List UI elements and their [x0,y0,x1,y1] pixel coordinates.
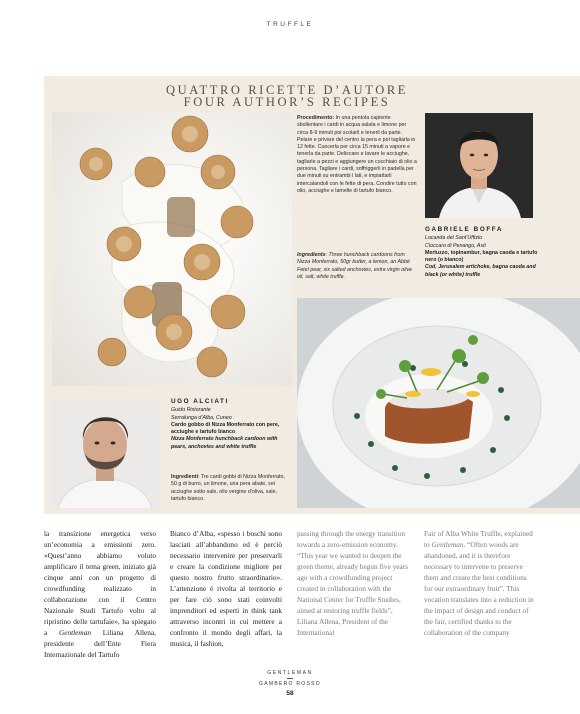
cod-dish-photo [297,298,580,508]
col1-text-end: Liliana Allena, presidente dell’Ente Fiera Internazionale del Tartufo [44,628,156,659]
chef-alciati-credits [171,398,289,451]
article-column-1-it [44,528,156,660]
article-column-2-it: Bianco d’Alba, «spesso i boschi sono lasciati all’abbandono ed è perciò necessario intervenire per preservarli e creare la condizione migliore per questo nostro frutto straordinario». L’attenzione è rivolta al territorio e per fare ciò sono stati coinvolti imprenditori ed esperti in think tank attraverso incontri in cui mettere a confronto il mondo degli affari, la musica, il fashion, [170,529,282,648]
magazine-name: GENTLEMAN [267,670,313,676]
chef-alciati-name: UGO ALCIATI [171,398,229,405]
recipes-title-it: QUATTRO RICETTE D’AUTORE [165,83,408,97]
chef-boffa-name: GABRIELE BOFFA [425,226,504,233]
chef-alciati-dish-it: Cardo gobbo di Nizza Monferrato con pere, acciughe e tartufo bianco [171,421,280,436]
cardoon-truffle-photo [52,112,292,386]
col4-italic: Gentleman [431,540,464,549]
chef-alciati-portrait [50,399,160,509]
col1-italic: Gentleman [58,628,91,637]
article-column-4-en [424,528,536,638]
chef-alciati-location: Serralunga d’Alba, Cuneo [171,414,232,421]
procedure-text: In una pentola capiente sbollentare i cardi in acqua salata e limone per circa 8-9 minuti poi scolarli e tenerli da parte. Pelare e privare del centro la pera e poi tagliarla in 12 fette. Cuocerla per circa 15 minuti a vapore e tenerla da parte. Deliscare e lavare le acciughe, tagliarle a pezzi e aggiungere un cucchiaio di olio a persona. Tagliare i cardi, soffriggerli in padella per due minuti su entrambi i lati, e impiattarli intercalandoli con le fette di pera. Condire tutto con olio, acciughe e lamelle di tartufo bianco. [297,115,417,194]
chef-boffa-location: Cioccaro di Penango, Asti [425,242,486,249]
publisher-name: GAMBERO ROSSO [259,681,321,687]
alciati-ingredients-it [171,474,289,503]
col4-text: Fair of Alba White Truffle, explained to [424,529,533,549]
chef-boffa-dish-en: Cod, Jerusalem artichoke, bagna caoda and black (or white) truffle [425,264,536,278]
ingredients-text-en: : Three hunchback cardoons from Nizza Monferrato, 50gr butter, a lemon, an Abbé Fetel pear, six salted anchovies, extra virgin olive oil, salt, white truffle. [297,252,413,280]
ingredients-label-en: Ingredients [297,252,326,258]
col4-text-end: . “Often woods are abandoned, and it is therefore necessary to intervene to preserve them and create the best conditions for our extraordinary fruit”. This vocation translates into a reduction in the impact of design and conduct of the fair, certified thanks to the collaboration of the company [424,540,534,637]
boffa-ingredients-en [297,252,417,281]
chef-boffa-dish-it: Merluzzo, topinambur, bagna caoda e tartufo nero (o bianco) [425,249,538,264]
chef-boffa-portrait [425,113,533,218]
ingredients-label-it: Ingredienti [171,474,199,480]
page-footer [0,670,580,697]
chef-boffa-credits [425,226,543,279]
ingredients-text-it: : Tre cardi gobbi di Nizza Monferrato, 50 g di burro, un limone, una pera abate, sei acciughe sotto sale, olio vergine d’oliva, sale, tartufo bianco. [171,474,285,502]
chef-boffa-restaurant: Locanda del Sant’Uffizio [425,235,483,242]
col1-text: la transizione energetica verso un’economia a emissioni zero. «Quest’anno abbiamo voluto amplificare il tema green, iniziato già cinque anni con un progetto di crowdfunding realizzato in collaborazione con il Centro Nazionale Studi Tartufo volto al ripristino delle tartufaie», ha spiegato a [44,529,156,637]
chef-alciati-restaurant: Guido Ristorante [171,407,211,414]
recipes-title-en: FOUR AUTHOR’S RECIPES [183,95,391,109]
procedure-label: Procedimento: [297,115,335,121]
page-number: 58 [286,690,294,697]
article-column-3-en: passing through the energy transition towards a zero-emission economy. “This year we wanted to deepen the green theme, already begun five years ago with a crowdfunding project created in collaboration with the National Center for Truffle Studies, aimed at restoring truffle fields”, Liliana Allena, President of the International [297,529,409,637]
chef-alciati-dish-en: Nizza Monferrato hunchback cardoon with pears, anchovies and white truffle [171,436,278,450]
footer-divider [287,678,293,679]
section-label: TRUFFLE [266,21,314,28]
boffa-procedure [297,115,417,195]
